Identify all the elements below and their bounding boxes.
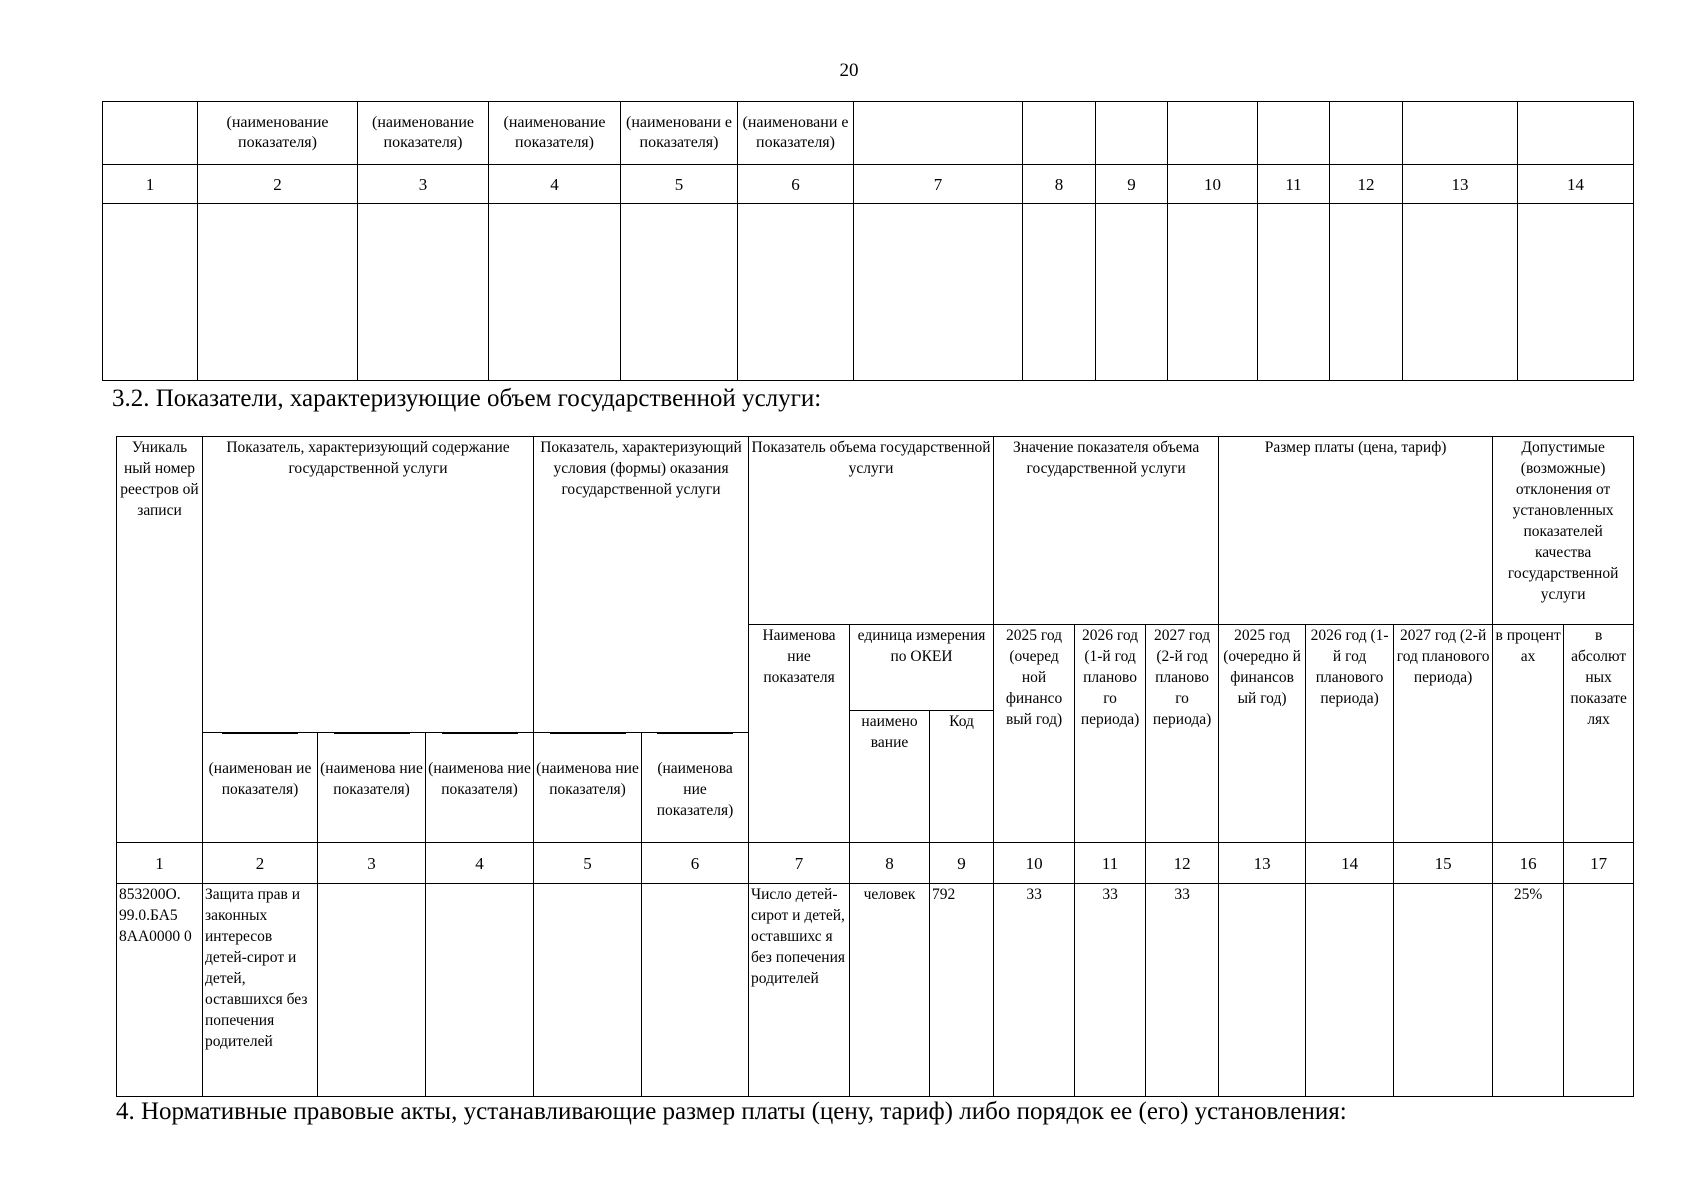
table-cell: [1168, 204, 1258, 381]
header-value-2025: 2025 год (очеред ной финансо вый год): [994, 625, 1075, 843]
header-cell: [1258, 102, 1330, 165]
table-header-row: [103, 102, 1634, 165]
cell-indicator-name: Число детей-сирот и детей, оставшихс я без попечения родителей: [749, 884, 850, 1097]
cell-value-2026: 33: [1075, 884, 1146, 1097]
header-deviation-percent: в процент ах: [1493, 625, 1564, 843]
column-number: 3: [358, 165, 489, 204]
cell-unit-name: человек: [850, 884, 930, 1097]
header-cell: (наименование показателя): [198, 102, 358, 165]
column-number: 11: [1258, 165, 1330, 204]
table-row: [103, 204, 1634, 381]
header-cell: [1023, 102, 1096, 165]
cell-deviation-percent: 25%: [1493, 884, 1564, 1097]
column-number: 16: [1493, 843, 1564, 884]
column-number: 3: [318, 843, 426, 884]
table-cell: [198, 204, 358, 381]
subheader-cell: [642, 733, 749, 843]
column-number: 9: [1096, 165, 1168, 204]
column-number: 7: [749, 843, 850, 884]
subheader-cell: [318, 733, 426, 843]
column-number: 4: [489, 165, 621, 204]
table-header-row: [117, 437, 1634, 625]
table-cell: [642, 884, 749, 1097]
header-unit-code: Код: [930, 711, 994, 843]
header-volume-indicator: Показатель объема государственной услуги: [749, 437, 994, 625]
subheader-label: (наименова ние показателя): [656, 760, 734, 819]
table-cell: [1330, 204, 1403, 381]
column-number: 12: [1330, 165, 1403, 204]
table-row: [117, 884, 1634, 1097]
cell-value-2027: 33: [1146, 884, 1219, 1097]
header-cell: (наименовани е показателя): [621, 102, 738, 165]
column-number: 13: [1403, 165, 1518, 204]
cell-content: Защита прав и законных интересов детей-сирот и детей, оставшихся без попечения родителей: [203, 884, 318, 1097]
table-cell: [358, 204, 489, 381]
blank-line: [550, 733, 626, 752]
table-cell: [1403, 204, 1518, 381]
header-content-indicator: Показатель, характеризующий содержание государственной услуги: [203, 437, 534, 733]
table-cell: [489, 204, 621, 381]
cell-unit-code: 792: [930, 884, 994, 1097]
column-number: 10: [994, 843, 1075, 884]
blank-line: [222, 733, 298, 752]
table-cell: [1394, 884, 1493, 1097]
table-cell: [1023, 204, 1096, 381]
column-number: 7: [854, 165, 1023, 204]
header-unique-number: Уникаль ный номер реестров ой записи: [117, 437, 203, 843]
subheader-label: (наименова ние показателя): [428, 760, 531, 798]
column-number: 9: [930, 843, 994, 884]
column-number: 1: [103, 165, 198, 204]
column-number: 13: [1219, 843, 1306, 884]
header-price-2027: 2027 год (2-й год планового периода): [1394, 625, 1493, 843]
column-number: 6: [642, 843, 749, 884]
subheader-cell: [534, 733, 642, 843]
header-value-2026: 2026 год (1-й год планово го периода): [1075, 625, 1146, 843]
page-number: 20: [839, 60, 859, 81]
subheader-cell: [426, 733, 534, 843]
column-number: 14: [1518, 165, 1634, 204]
header-deviation: Допустимые (возможные) отклонения от установленных показателей качества государственной услуги: [1493, 437, 1634, 625]
header-cell: [854, 102, 1023, 165]
table-cell: [738, 204, 854, 381]
table-cell: [1564, 884, 1634, 1097]
column-number: 2: [203, 843, 318, 884]
blank-line: [657, 733, 733, 752]
column-number-row: [117, 843, 1634, 884]
table-cell: [534, 884, 642, 1097]
column-number: 12: [1146, 843, 1219, 884]
header-cell: [103, 102, 198, 165]
table-cell: [1258, 204, 1330, 381]
column-number: 8: [850, 843, 930, 884]
subheader-cell: [203, 733, 318, 843]
header-price-2026: 2026 год (1-й год планового периода): [1306, 625, 1394, 843]
header-conditions-indicator: Показатель, характеризующий условия (формы) оказания государственной услуги: [534, 437, 749, 733]
header-indicator-name: Наименова ние показателя: [749, 625, 850, 843]
header-price-2025: 2025 год (очередно й финансов ый год): [1219, 625, 1306, 843]
header-cell: [1168, 102, 1258, 165]
column-number: 11: [1075, 843, 1146, 884]
header-cell: [1403, 102, 1518, 165]
table-cell: [426, 884, 534, 1097]
table-cell: [854, 204, 1023, 381]
header-volume-value: Значение показателя объема государственной услуги: [994, 437, 1219, 625]
header-cell: (наименование показателя): [358, 102, 489, 165]
cell-unique-number: 853200О. 99.0.БА5 8АА0000 0: [117, 884, 203, 1097]
header-cell: (наименовани е показателя): [738, 102, 854, 165]
header-okei-unit: единица измерения по ОКЕИ: [850, 625, 994, 711]
section-4-heading: 4. Нормативные правовые акты, устанавливающие размер платы (цену, тариф) либо порядок ее (его) установления:: [116, 1098, 1347, 1125]
table-cell: [1306, 884, 1394, 1097]
header-cell: (наименование показателя): [489, 102, 621, 165]
header-price: Размер платы (цена, тариф): [1219, 437, 1493, 625]
table-cell: [318, 884, 426, 1097]
quality-indicators-table-continuation: [102, 101, 1634, 381]
column-number: 4: [426, 843, 534, 884]
table-cell: [621, 204, 738, 381]
subheader-label: (наименован ие показателя): [208, 760, 312, 798]
header-cell: [1518, 102, 1634, 165]
blank-line: [442, 733, 518, 752]
table-cell: [1518, 204, 1634, 381]
column-number: 17: [1564, 843, 1634, 884]
column-number: 8: [1023, 165, 1096, 204]
subheader-label: (наименова ние показателя): [320, 760, 423, 798]
column-number: 1: [117, 843, 203, 884]
column-number: 5: [621, 165, 738, 204]
column-number: 15: [1394, 843, 1493, 884]
blank-line: [334, 733, 410, 752]
subheader-label: (наименова ние показателя): [536, 760, 639, 798]
column-number: 14: [1306, 843, 1394, 884]
column-number-row: [103, 165, 1634, 204]
header-unit-name: наимено вание: [850, 711, 930, 843]
table-cell: [1219, 884, 1306, 1097]
section-3-2-heading: 3.2. Показатели, характеризующие объем государственной услуги:: [112, 385, 822, 412]
header-value-2027: 2027 год (2-й год планово го периода): [1146, 625, 1219, 843]
column-number: 10: [1168, 165, 1258, 204]
header-cell: [1096, 102, 1168, 165]
table-cell: [1096, 204, 1168, 381]
column-number: 2: [198, 165, 358, 204]
table-cell: [103, 204, 198, 381]
header-cell: [1330, 102, 1403, 165]
volume-indicators-table: [116, 436, 1634, 1097]
column-number: 5: [534, 843, 642, 884]
header-deviation-absolute: в абсолют ных показате лях: [1564, 625, 1634, 843]
cell-value-2025: 33: [994, 884, 1075, 1097]
column-number: 6: [738, 165, 854, 204]
